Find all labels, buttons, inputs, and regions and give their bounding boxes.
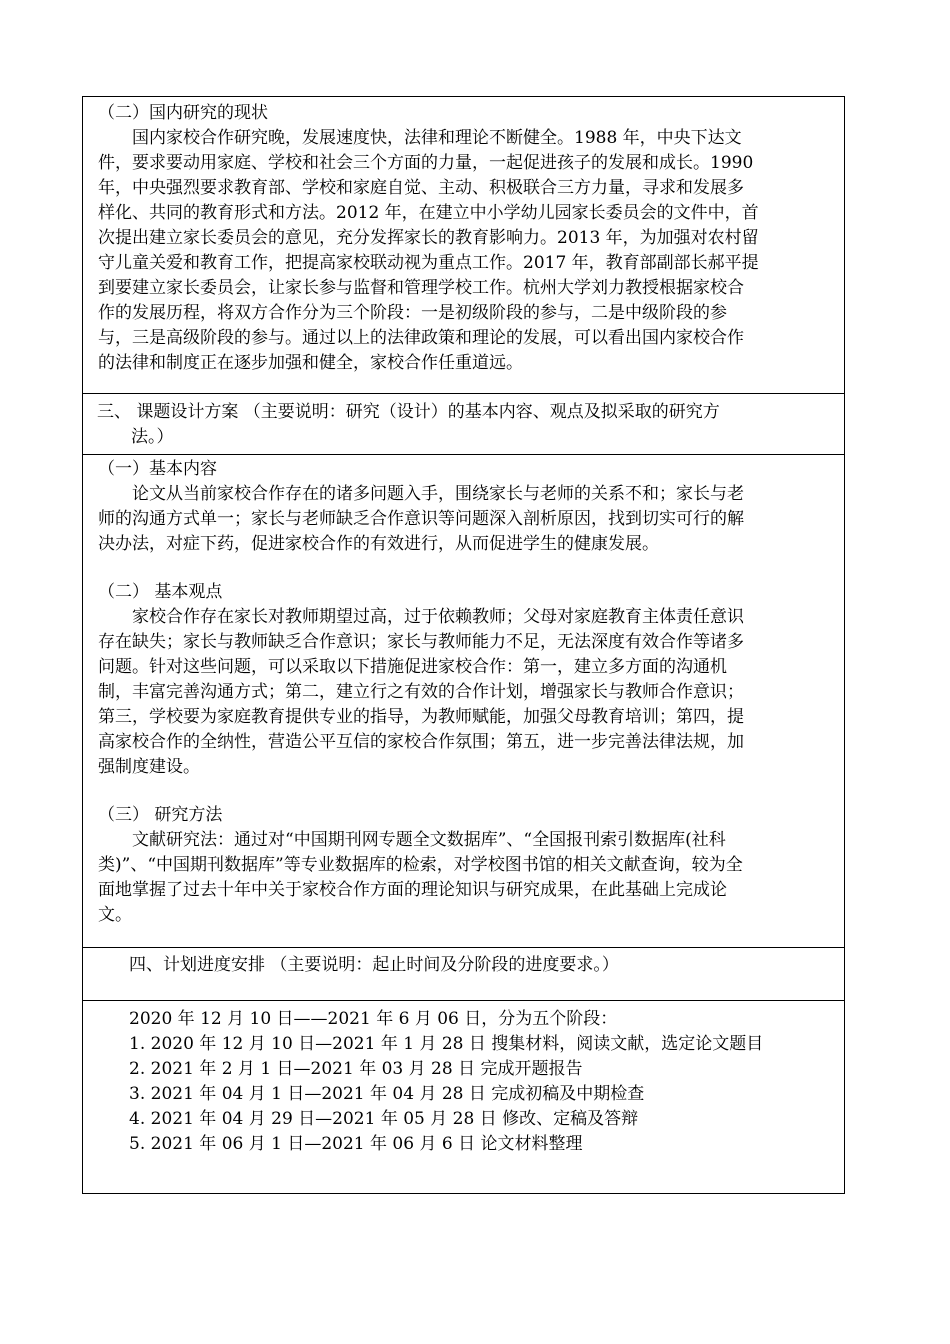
- basic-view-body: [95, 605, 844, 780]
- report-table: [82, 96, 845, 1194]
- domestic-research-body: [95, 126, 830, 376]
- schedule-title-cell: [83, 950, 844, 1000]
- design-title-line1: 三、 课题设计方案 （主要说明：研究（设计）的基本内容、观点及拟采取的研究方: [97, 402, 720, 422]
- schedule-item: 5. 2021 年 06 月 1 日—2021 年 06 月 6 日 论文材料整理: [129, 1134, 583, 1154]
- body-line: 件，要求要动用家庭、学校和社会三个方面的力量，一起促进孩子的发展和成长。1990: [98, 153, 754, 173]
- body-line: 守儿童关爱和教育工作，把提高家校联动视为重点工作。2017 年，教育部副部长郝平提: [98, 253, 759, 273]
- design-title-cell: [83, 397, 844, 453]
- schedule-content-cell: [83, 1003, 844, 1191]
- row-divider: [83, 1000, 844, 1001]
- domestic-research-cell: [83, 101, 844, 389]
- body-line: 样化、共同的教育形式和方法。2012 年，在建立中小学幼儿园家长委员会的文件中，首: [98, 203, 759, 223]
- method-heading: （三） 研究方法: [98, 805, 223, 825]
- schedule-title: 四、计划进度安排 （主要说明：起止时间及分阶段的进度要求。）: [129, 955, 619, 975]
- basic-content-heading: （一）基本内容: [98, 459, 217, 479]
- body-line: 师的沟通方式单一；家长与老师缺乏合作意识等问题深入剖析原因，找到切实可行的解: [98, 509, 744, 529]
- body-line: 面地掌握了过去十年中关于家校合作方面的理论知识与研究成果，在此基础上完成论: [98, 880, 727, 900]
- domestic-research-heading: （二）国内研究的现状: [98, 103, 268, 123]
- body-line: 强制度建设。: [98, 757, 200, 777]
- body-line: 作的发展历程，将双方合作分为三个阶段：一是初级阶段的参与，二是中级阶段的参: [98, 303, 727, 323]
- schedule-item: 2. 2021 年 2 月 1 日—2021 年 03 月 28 日 完成开题报告: [129, 1059, 583, 1079]
- body-line: 文献研究法：通过对“中国期刊网专题全文数据库”、“全国报刊索引数据库(社科: [132, 830, 726, 850]
- body-line: 第三，学校要为家庭教育提供专业的指导，为教师赋能，加强父母教育培训；第四，提: [98, 707, 744, 727]
- body-line: 问题。针对这些问题，可以采取以下措施促进家校合作：第一，建立多方面的沟通机: [98, 657, 727, 677]
- body-line: 文。: [98, 905, 132, 925]
- body-line: 高家校合作的全纳性，营造公平互信的家校合作氛围；第五，进一步完善法律法规，加: [98, 732, 744, 752]
- body-line: 制，丰富完善沟通方式；第二，建立行之有效的合作计划，增强家长与教师合作意识；: [98, 682, 744, 702]
- body-line: 论文从当前家校合作存在的诸多问题入手，围绕家长与老师的关系不和；家长与老: [132, 484, 744, 504]
- schedule-summary: 2020 年 12 月 10 日——2021 年 6 月 06 日，分为五个阶段：: [129, 1009, 618, 1029]
- design-title-line2: 法。）: [131, 427, 174, 447]
- body-line: 的法律和制度正在逐步加强和健全，家校合作任重道远。: [98, 353, 523, 373]
- method-body: [95, 828, 844, 928]
- row-divider: [83, 454, 844, 455]
- body-line: 家校合作存在家长对教师期望过高，过于依赖教师；父母对家庭教育主体责任意识: [132, 607, 744, 627]
- body-line: 年，中央强烈要求教育部、学校和家庭自觉、主动、积极联合三方力量，寻求和发展多: [98, 178, 744, 198]
- body-line: 到要建立家长委员会，让家长参与监督和管理学校工作。杭州大学刘力教授根据家校合: [98, 278, 744, 298]
- body-line: 与，三是高级阶段的参与。通过以上的法律政策和理论的发展，可以看出国内家校合作: [98, 328, 744, 348]
- schedule-item: 4. 2021 年 04 月 29 日—2021 年 05 月 28 日 修改、定稿及答辩: [129, 1109, 639, 1129]
- body-line: 类)”、“中国期刊数据库”等专业数据库的检索，对学校图书馆的相关文献查询，较为全: [98, 855, 743, 875]
- schedule-item: 3. 2021 年 04 月 1 日—2021 年 04 月 28 日 完成初稿及中期检查: [129, 1084, 645, 1104]
- body-line: 存在缺失；家长与教师缺乏合作意识；家长与教师能力不足，无法深度有效合作等诸多: [98, 632, 744, 652]
- body-line: 国内家校合作研究晚，发展速度快，法律和理论不断健全。1988 年，中央下达文: [132, 128, 742, 148]
- row-divider: [83, 947, 844, 948]
- basic-content-body: [95, 482, 844, 557]
- schedule-item: 1. 2020 年 12 月 10 日—2021 年 1 月 28 日 搜集材料，阅读文献，选定论文题目: [129, 1034, 764, 1054]
- body-line: 决办法，对症下药，促进家校合作的有效进行，从而促进学生的健康发展。: [98, 534, 659, 554]
- row-divider: [83, 393, 844, 394]
- basic-view-heading: （二） 基本观点: [98, 582, 223, 602]
- design-content-cell: [83, 457, 844, 947]
- body-line: 次提出建立家长委员会的意见，充分发挥家长的教育影响力。2013 年，为加强对农村留: [98, 228, 759, 248]
